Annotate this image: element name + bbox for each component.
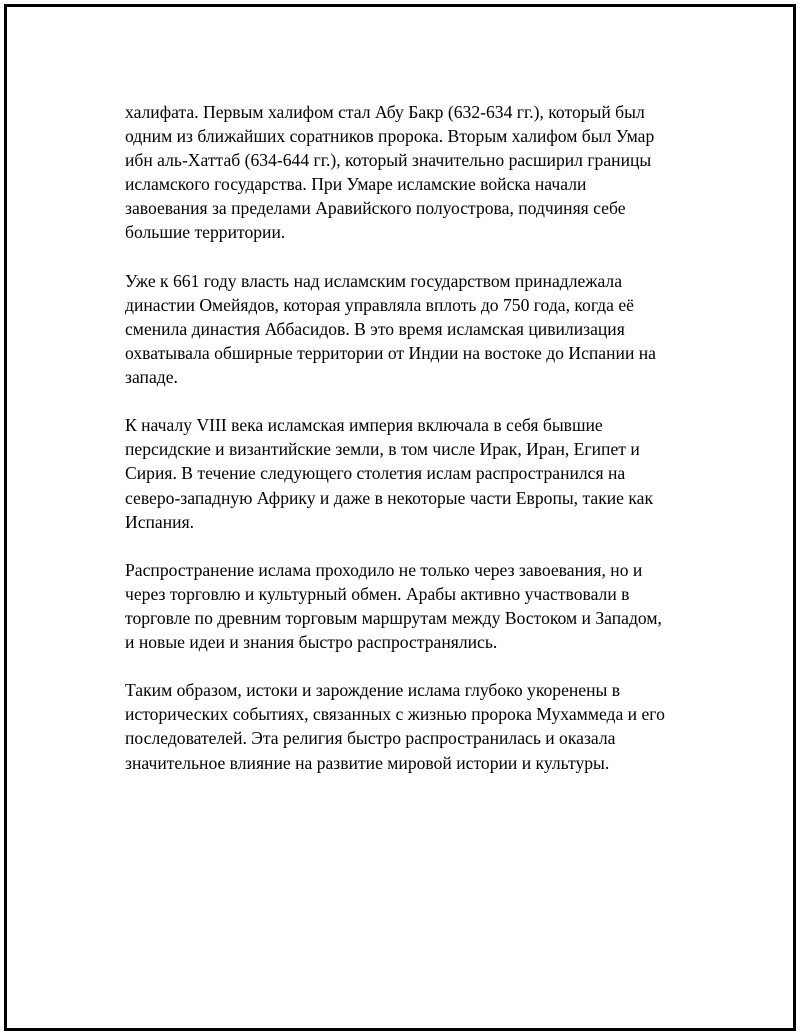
page-frame	[4, 4, 796, 1031]
text-line: западе.	[125, 367, 178, 388]
paragraph-empire	[125, 413, 725, 533]
text-line: охватывала обширные территории от Индии на востоке до Испании на	[125, 342, 656, 363]
text-line: персидские и византийские земли, в том числе Ирак, Иран, Египет и	[125, 439, 640, 460]
text-line: Уже к 661 году власть над исламским государством принадлежала	[125, 270, 623, 291]
text-line: ибн аль-Хаттаб (634-644 гг.), который значительно расширил границы	[125, 150, 652, 171]
text-line: последователей. Эта религия быстро распространилась и оказала	[125, 728, 616, 749]
text-line: северо-западную Африку и даже в некоторые части Европы, такие как	[125, 487, 654, 508]
text-line: сменила династия Аббасидов. В это время исламская цивилизация	[125, 318, 625, 339]
text-line: Таким образом, истоки и зарождение ислама глубоко укоренены в	[125, 680, 621, 701]
text-line: торговле по древним торговым маршрутам между Востоком и Западом,	[125, 607, 662, 628]
paragraph-umayyads	[125, 269, 725, 389]
text-line: Распространение ислама проходило не только через завоевания, но и	[125, 559, 643, 580]
text-line: исторических событиях, связанных с жизнью пророка Мухаммеда и его	[125, 704, 665, 725]
text-line: одним из ближайших соратников пророка. Вторым халифом был Умар	[125, 126, 655, 147]
text-line: исламского государства. При Умаре исламские войска начали	[125, 174, 587, 195]
text-line: К началу VIII века исламская империя включала в себя бывшие	[125, 415, 603, 436]
text-line: значительное влияние на развитие мировой истории и культуры.	[125, 752, 610, 773]
paragraph-trade	[125, 558, 725, 654]
text-line: династии Омейядов, которая управляла вплоть до 750 года, когда её	[125, 294, 634, 315]
text-line: завоевания за пределами Аравийского полуострова, подчиняя себе	[125, 198, 626, 219]
document-body	[125, 100, 725, 799]
text-line: Сирия. В течение следующего столетия ислам распространился на	[125, 463, 626, 484]
text-line: через торговлю и культурный обмен. Арабы активно участвовали в	[125, 583, 630, 604]
paragraph-caliphs	[125, 100, 725, 245]
text-line: Испания.	[125, 511, 195, 532]
text-line: и новые идеи и знания быстро распространялись.	[125, 632, 498, 653]
paragraph-conclusion	[125, 678, 725, 774]
text-line: халифата. Первым халифом стал Абу Бакр (632-634 гг.), который был	[125, 102, 645, 122]
text-line: большие территории.	[125, 222, 286, 243]
